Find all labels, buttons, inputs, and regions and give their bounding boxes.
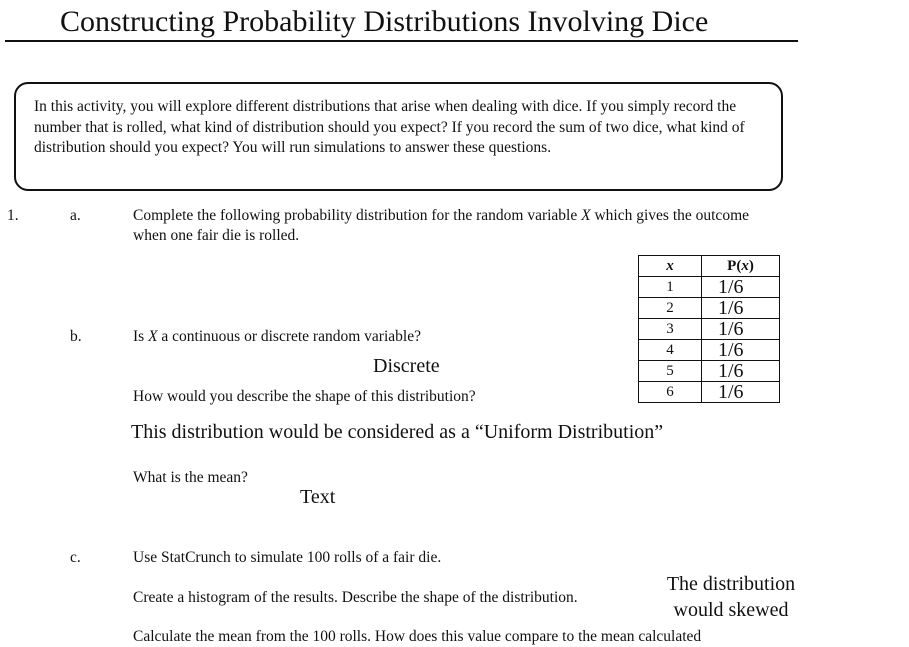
part-b-q1-before: Is	[133, 328, 149, 345]
x-cell: 6	[639, 382, 702, 403]
probability-table	[638, 255, 780, 403]
part-a-label: a.	[70, 207, 81, 224]
header-p-var: x	[741, 258, 749, 274]
header-px	[702, 256, 780, 277]
part-b-q1-var: X	[148, 328, 158, 345]
part-b-label: b.	[70, 328, 82, 345]
table-row	[639, 382, 780, 403]
answer-histogram-shape[interactable]	[660, 571, 802, 623]
p-cell[interactable]: 1/6	[702, 319, 780, 340]
part-a-variable: X	[581, 207, 591, 224]
answer-histogram-line-1: The distribution	[666, 573, 796, 595]
question-number: 1.	[7, 207, 19, 224]
table-row	[639, 298, 780, 319]
answer-discrete[interactable]: Discrete	[373, 355, 440, 377]
part-c-line-1: Use StatCrunch to simulate 100 rolls of a fair die.	[133, 549, 442, 566]
answer-histogram-line-2: would skewed	[673, 599, 789, 621]
part-b-q1-after: a continuous or discrete random variable?	[157, 328, 421, 345]
part-a-question	[133, 206, 783, 246]
table-row	[639, 340, 780, 361]
page-title: Constructing Probability Distributions Involving Dice	[60, 5, 709, 38]
part-b-question-2: How would you describe the shape of this distribution?	[133, 388, 476, 405]
answer-shape[interactable]: This distribution would be considered as a “Uniform Distribution”	[131, 421, 664, 443]
part-c-label: c.	[70, 549, 81, 566]
x-cell: 1	[639, 277, 702, 298]
table-row	[639, 277, 780, 298]
x-cell: 5	[639, 361, 702, 382]
intro-text: In this activity, you will explore different distributions that arise when dealing with dice. If you simply record the number that is rolled, what kind of distribution should you expect? If you record the sum of two dice, what kind of distribution should you expect? You will run simulations to answer these questions.	[34, 98, 745, 156]
title-underline	[5, 40, 798, 42]
part-c-line-3: Calculate the mean from the 100 rolls. How does this value compare to the mean calculated	[133, 628, 702, 645]
x-cell: 3	[639, 319, 702, 340]
answer-mean[interactable]: Text	[300, 486, 336, 508]
part-a-text-before: Complete the following probability distribution for the random variable	[133, 207, 582, 224]
header-p-prefix: P(	[727, 258, 742, 274]
intro-box	[14, 82, 783, 191]
header-p-suffix: )	[748, 258, 754, 274]
x-cell: 4	[639, 340, 702, 361]
table-row	[639, 361, 780, 382]
part-a-text-after: which gives the outcome when one fair die is rolled.	[133, 207, 749, 244]
x-cell: 2	[639, 298, 702, 319]
part-b-question-1	[133, 327, 421, 347]
p-cell[interactable]: 1/6	[702, 277, 780, 298]
part-c-line-2: Create a histogram of the results. Describe the shape of the distribution.	[133, 589, 578, 606]
part-b-question-3: What is the mean?	[133, 469, 248, 486]
p-cell[interactable]: 1/6	[702, 340, 780, 361]
table-header-row	[639, 256, 780, 277]
table-row	[639, 319, 780, 340]
p-cell[interactable]: 1/6	[702, 382, 780, 403]
header-x	[639, 256, 702, 277]
p-cell[interactable]: 1/6	[702, 361, 780, 382]
p-cell[interactable]: 1/6	[702, 298, 780, 319]
header-x-var: x	[666, 258, 674, 274]
